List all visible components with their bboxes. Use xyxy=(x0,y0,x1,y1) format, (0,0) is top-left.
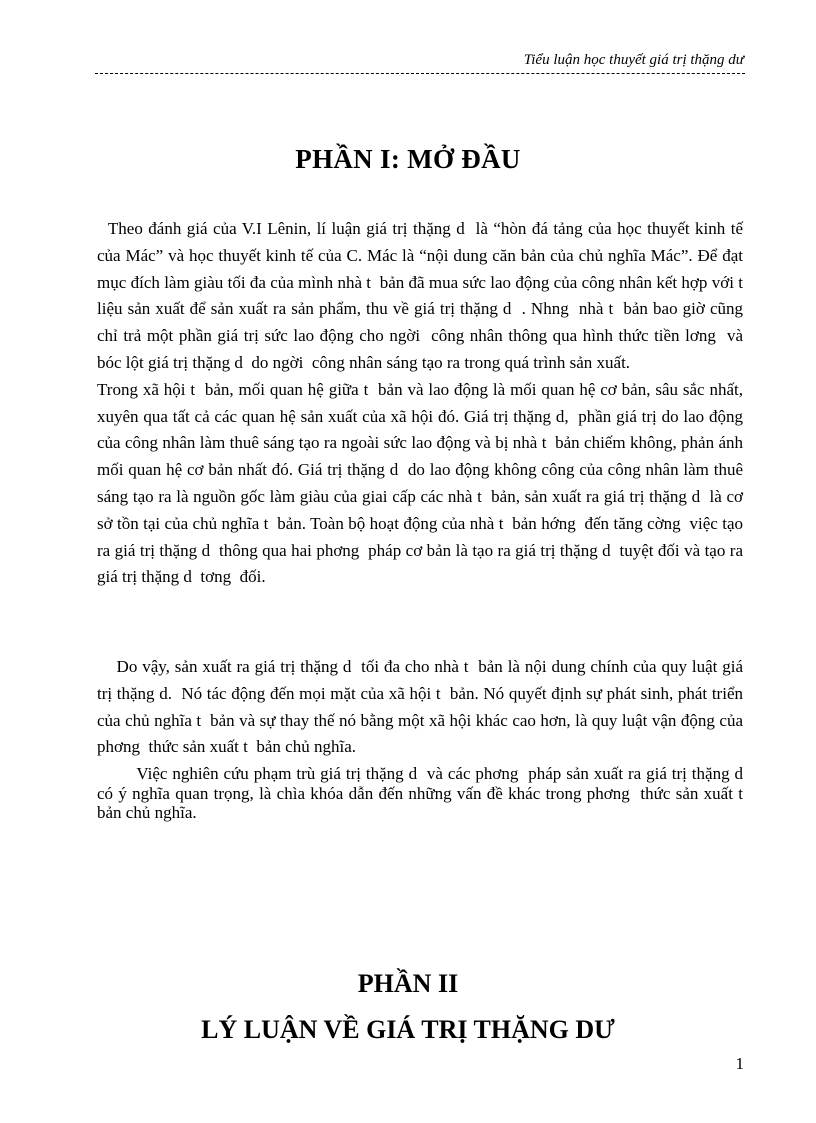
header-dashed-divider xyxy=(95,73,745,74)
body-text-block-2 xyxy=(97,654,748,761)
paragraph-3: Do vậy, sản xuất ra giá trị thặng d tối đa cho nhà t bản là nội dung chính của quy luật giá trị thặng d. Nó tác động đến mọi mặt của xã hội t bản. Nó quyết định sự phát sinh, phát triển của chủ nghĩa t bản và sự thay thế nó bằng một xã hội khác cao hơn, là quy luật vận động của phơng thức sản xuất t bản chủ nghĩa. xyxy=(97,657,748,757)
part-2-heading: PHẦN II xyxy=(357,969,459,998)
part-2-title: LÝ LUẬN VỀ GIÁ TRỊ THẶNG DƯ xyxy=(201,1015,615,1044)
part-1-title: PHẦN I: MỞ ĐẦU xyxy=(295,144,521,174)
running-header: Tiểu luận học thuyết giá trị thặng dư xyxy=(523,52,744,68)
paragraph-2: Trong xã hội t bản, mối quan hệ giữa t bản và lao động là mối quan hệ cơ bản, sâu sắc nhất, xuyên qua tất cả các quan hệ sản xuất của xã hội đó. Giá trị thặng d, phần giá trị do lao động của công nhân làm thuê sáng tạo ra ngoài sức lao động và bị nhà t bản chiếm không, phản ánh mối quan hệ cơ bản nhất đó. Giá trị thặng d do lao động không công của công nhân làm thuê sáng tạo ra là nguồn gốc làm giàu của giai cấp các nhà t bản, sản xuất ra giá trị thặng d là cơ sở tồn tại của chủ nghĩa t bản. Toàn bộ hoạt động của nhà t bản hớng đến tăng cờng việc tạo ra giá trị thặng d thông qua hai phơng pháp cơ bản là tạo ra giá trị thặng d tuyệt đối và tạo ra giá trị thặng d tơng đối. xyxy=(97,379,748,587)
page-number: 1 xyxy=(735,1054,744,1073)
paragraph-4: Việc nghiên cứu phạm trù giá trị thặng d và các phơng pháp sản xuất ra giá trị thặng d có ý nghĩa quan trọng, là chìa khóa dẫn đến những vấn đề khác trong phơng thức sản xuất t bản chủ nghĩa. xyxy=(97,764,752,823)
body-text-block-1 xyxy=(97,216,752,591)
paragraph-1: Theo đánh giá của V.I Lênin, lí luận giá trị thặng d là “hòn đá tảng của học thuyết kinh tế của Mác” và học thuyết kinh tế của C. Mác là “nội dung căn bản của chủ nghĩa Mác”. Để đạt mục đích làm giàu tối đa của mình nhà t bản đã mua sức lao động của công nhân kết hợp với t liệu sản xuất để sản xuất ra sản phẩm, thu về giá trị thặng d . Nhng nhà t bản bao giờ cũng chỉ trả một phần giá trị sức lao động cho ngời công nhân thông qua hình thức tiền lơng và bóc lột giá trị thặng d do ngời công nhân sáng tạo ra trong quá trình sản xuất. xyxy=(97,219,752,372)
body-text-block-3 xyxy=(97,764,752,823)
